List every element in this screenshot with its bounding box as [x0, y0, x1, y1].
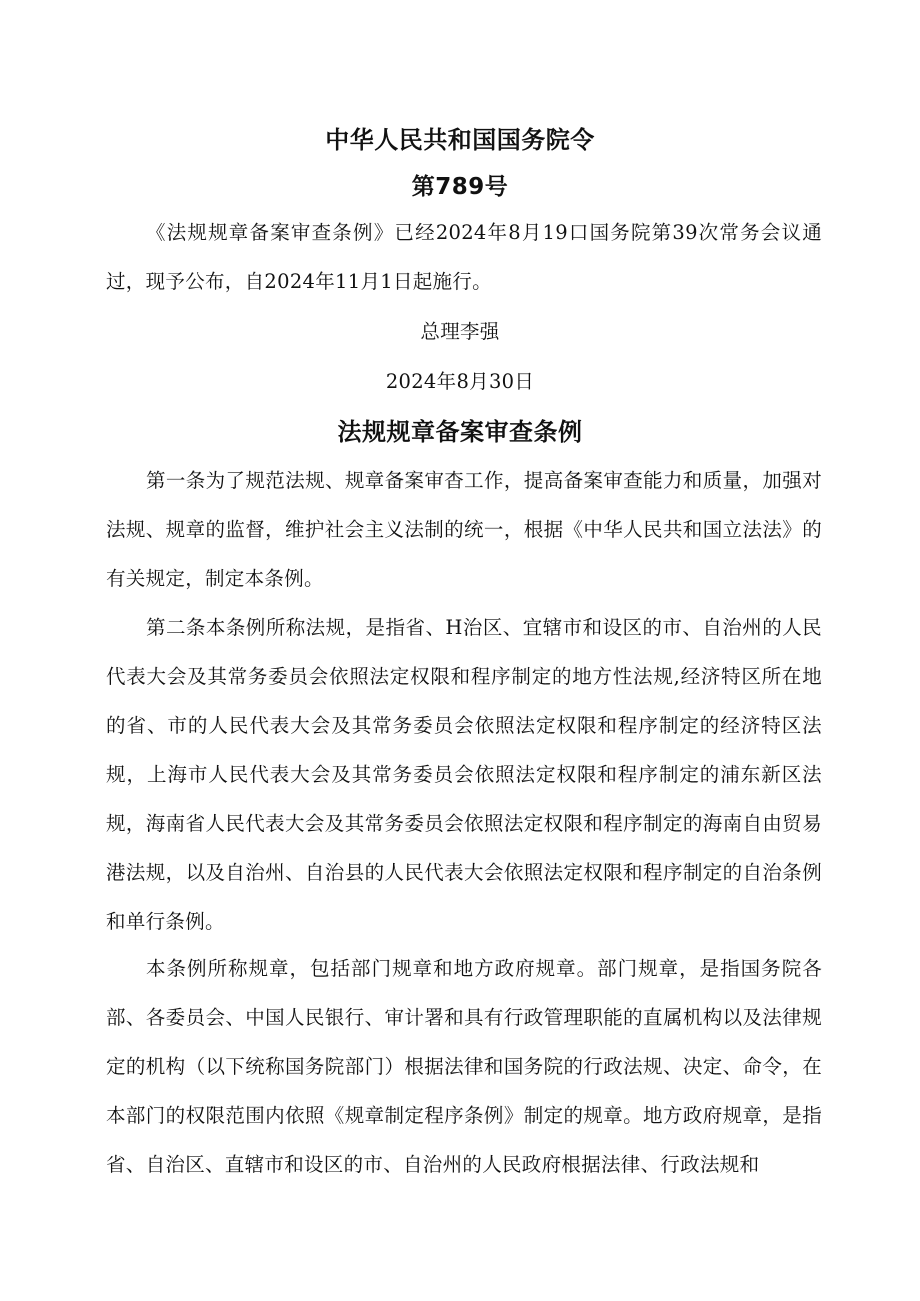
regulation-title: 法规规章备案审查条例 — [337, 418, 583, 446]
decree-number: 第789号 — [411, 174, 509, 200]
promulgation-text: 《法规规章备案审查条例》已经2024年8月19口国务院第39次常务会议通过，现予公布，自2024年11月1日起施行。 — [106, 221, 822, 293]
signer: 总理李强 — [420, 320, 500, 343]
article-2: 第二条本条例所称法规，是指省、H治区、宜辖市和设区的市、自治州的人民代表大会及其常务委员会依照法定权限和程序制定的地方性法规,经济特区所在地的省、市的人民代表大会及其常务委员会依照法定权限和程序制定的经济特区法规，上海市人民代表大会及其常务委员会依照法定权限和程序制定的浦东新区法规，海南省人民代表大会及其常务委员会依照法定权限和程序制定的海南自由贸易港法规，以及自治州、自治县的人民代表大会依照法定权限和程序制定的自治条例和单行条例。 — [106, 616, 822, 933]
article-2-paragraph-2: 本条例所称规章，包括部门规章和地方政府规章。部门规章，是指国务院各部、各委员会、中国人民银行、审计署和具有行政管理职能的直属机构以及法律规定的机构（以下统称国务院部门）根据法律和国务院的行政法规、决定、命令，在本部门的权限范围内依照《规章制定程序条例》制定的规章。地方政府规章，是指省、自治区、直辖市和设区的市、自治州的人民政府根据法律、行政法规和 — [106, 957, 822, 1176]
article-1: 第一条为了规范法规、规章备案审杳工作，提高备案审查能力和质量，加强对法规、规章的监督，维护社会主义法制的统一，根据《中华人民共和国立法法》的有关规定，制定本条例。 — [106, 469, 822, 590]
decree-title: 中华人民共和国国务院令 — [325, 126, 595, 154]
promulgation-date: 2024年8月30日 — [385, 370, 535, 393]
